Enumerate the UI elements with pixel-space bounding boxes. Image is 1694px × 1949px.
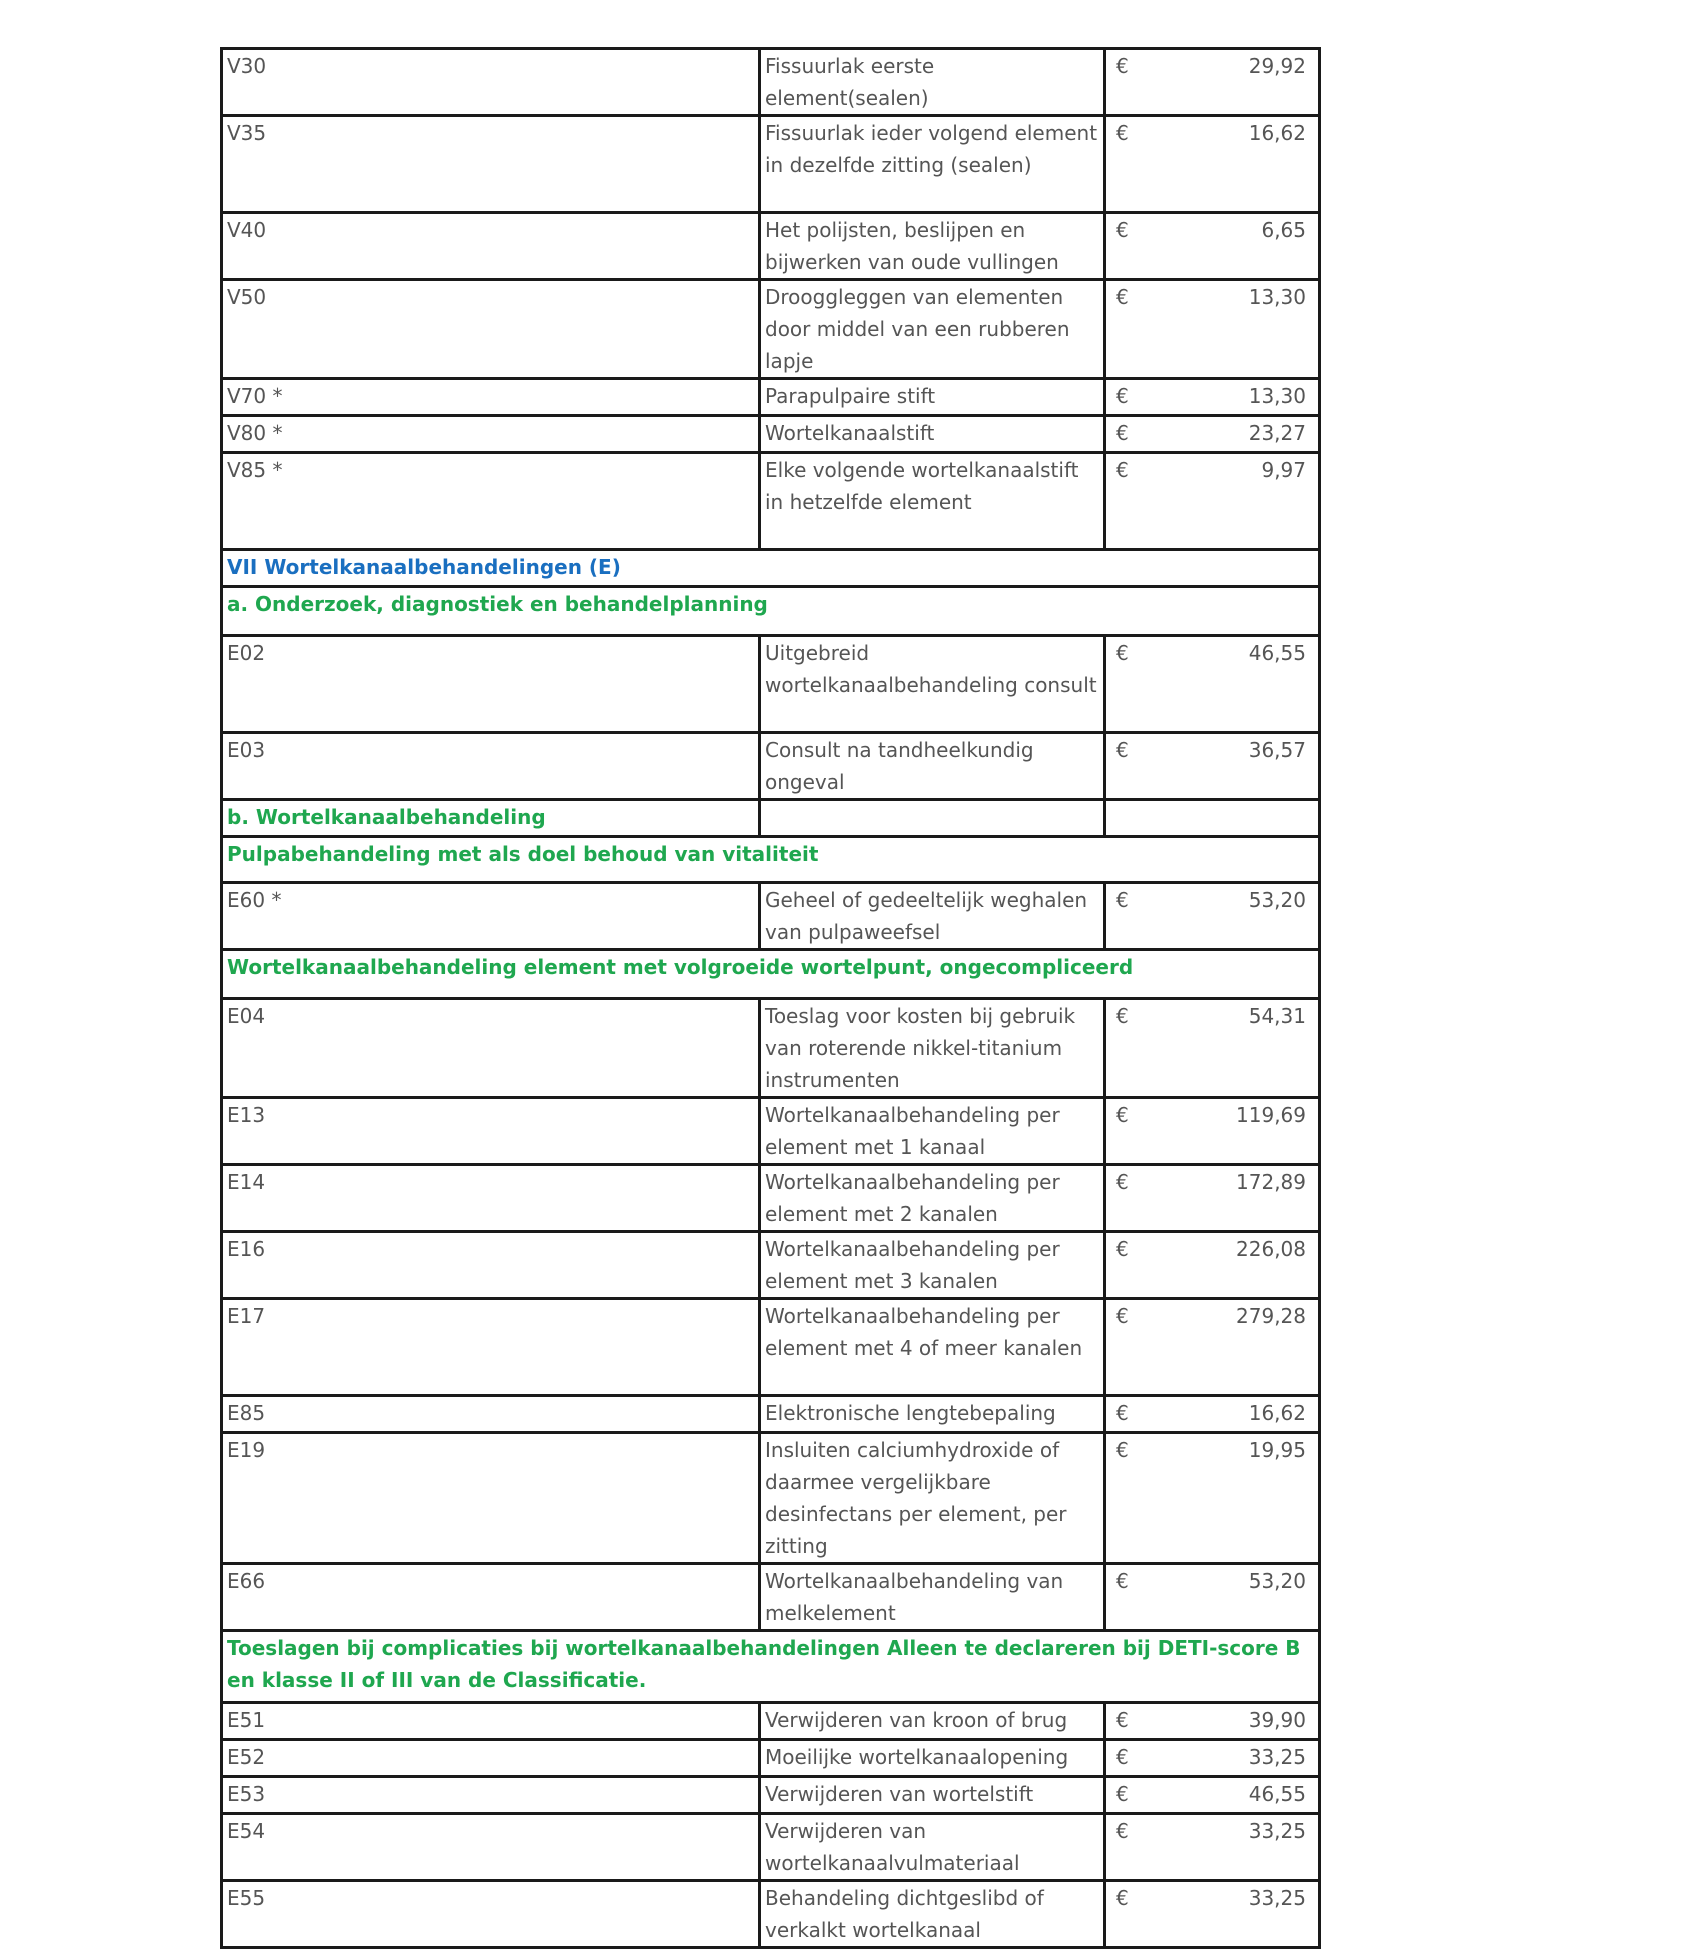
- section-heading: Toeslagen bij complicaties bij wortelkanaalbehandelingen Alleen te declareren bij DETI-score B en klasse II of III van de Classificatie.: [222, 1631, 1320, 1703]
- section-row: [222, 550, 1320, 587]
- currency-symbol: €: [1116, 1782, 1129, 1806]
- price-cell: [1105, 379, 1320, 416]
- description-cell: Parapulpaire stift: [760, 379, 1105, 416]
- code-cell: E66: [222, 1564, 760, 1631]
- price-wrap: [1110, 1233, 1314, 1265]
- section-row: [222, 950, 1320, 999]
- price-amount: 54,31: [1248, 1004, 1306, 1028]
- code-cell: V80 *: [222, 416, 760, 453]
- price-amount: 46,55: [1248, 1782, 1306, 1806]
- description-cell: Toeslag voor kosten bij gebruik van roterende nikkel-titanium instrumenten: [760, 999, 1105, 1098]
- description-cell: Wortelkanaalstift: [760, 416, 1105, 453]
- table-row: [222, 1165, 1320, 1232]
- price-amount: 33,25: [1248, 1886, 1306, 1910]
- price-amount: 23,27: [1248, 421, 1306, 445]
- price-wrap: [1110, 637, 1314, 669]
- price-wrap: [1110, 1434, 1314, 1466]
- table-row: [222, 379, 1320, 416]
- table-row: [222, 1433, 1320, 1564]
- code-cell: E60 *: [222, 883, 760, 950]
- description-cell: Wortelkanaalbehandeling per element met 3 kanalen: [760, 1232, 1105, 1299]
- currency-symbol: €: [1116, 1745, 1129, 1769]
- currency-symbol: €: [1116, 641, 1129, 665]
- table-row: [222, 636, 1320, 733]
- price-amount: 29,92: [1248, 54, 1306, 78]
- price-cell: [1105, 1433, 1320, 1564]
- description-cell: Het polijsten, beslijpen en bijwerken van oude vullingen: [760, 213, 1105, 280]
- price-cell: [1105, 1564, 1320, 1631]
- description-cell: Fissuurlak ieder volgend element in dezelfde zitting (sealen): [760, 116, 1105, 213]
- section-row: [222, 837, 1320, 883]
- code-cell: E51: [222, 1703, 760, 1740]
- code-cell: V85 *: [222, 453, 760, 550]
- code-cell: E16: [222, 1232, 760, 1299]
- currency-symbol: €: [1116, 888, 1129, 912]
- price-wrap: [1110, 454, 1314, 486]
- code-cell: E85: [222, 1396, 760, 1433]
- subsection-row: [222, 800, 1320, 837]
- section-row: [222, 1631, 1320, 1703]
- price-wrap: [1110, 1741, 1314, 1773]
- price-cell: [1105, 416, 1320, 453]
- code-cell: E02: [222, 636, 760, 733]
- price-amount: 53,20: [1248, 1569, 1306, 1593]
- code-cell: V30: [222, 49, 760, 116]
- price-amount: 13,30: [1248, 285, 1306, 309]
- description-cell: Geheel of gedeeltelijk weghalen van pulpaweefsel: [760, 883, 1105, 950]
- price-wrap: [1110, 214, 1314, 246]
- currency-symbol: €: [1116, 1569, 1129, 1593]
- section-heading: VII Wortelkanaalbehandelingen (E): [222, 550, 1320, 587]
- code-cell: E19: [222, 1433, 760, 1564]
- tariff-table: [220, 47, 1321, 1949]
- price-wrap: [1110, 1397, 1314, 1429]
- description-cell: Verwijderen van wortelstift: [760, 1777, 1105, 1814]
- code-cell: V35: [222, 116, 760, 213]
- table-row: [222, 1396, 1320, 1433]
- currency-symbol: €: [1116, 1886, 1129, 1910]
- price-cell: [1105, 733, 1320, 800]
- price-cell: [1105, 1777, 1320, 1814]
- code-cell: V50: [222, 280, 760, 379]
- table-row: [222, 1814, 1320, 1881]
- description-cell: Verwijderen van kroon of brug: [760, 1703, 1105, 1740]
- table-row: [222, 1881, 1320, 1948]
- currency-symbol: €: [1116, 1170, 1129, 1194]
- price-cell: [1105, 883, 1320, 950]
- price-wrap: [1110, 50, 1314, 82]
- description-cell: Drooggleggen van elementen door middel van een rubberen lapje: [760, 280, 1105, 379]
- price-wrap: [1110, 1166, 1314, 1198]
- table-row: [222, 280, 1320, 379]
- code-cell: E52: [222, 1740, 760, 1777]
- code-cell: E17: [222, 1299, 760, 1396]
- table-row: [222, 49, 1320, 116]
- currency-symbol: €: [1116, 1438, 1129, 1462]
- currency-symbol: €: [1116, 1401, 1129, 1425]
- price-wrap: [1110, 281, 1314, 313]
- price-cell: [1105, 1814, 1320, 1881]
- price-amount: 36,57: [1248, 738, 1306, 762]
- code-cell: E13: [222, 1098, 760, 1165]
- description-cell: Elektronische lengtebepaling: [760, 1396, 1105, 1433]
- description-cell: Consult na tandheelkundig ongeval: [760, 733, 1105, 800]
- description-cell: Behandeling dichtgeslibd of verkalkt wortelkanaal: [760, 1881, 1105, 1948]
- currency-symbol: €: [1116, 738, 1129, 762]
- price-wrap: [1110, 734, 1314, 766]
- tariff-table-body: [222, 49, 1320, 1948]
- price-cell: [1105, 49, 1320, 116]
- subsection-heading: b. Wortelkanaalbehandeling: [222, 800, 760, 837]
- price-cell: [1105, 280, 1320, 379]
- price-amount: 46,55: [1248, 641, 1306, 665]
- currency-symbol: €: [1116, 1819, 1129, 1843]
- price-wrap: [1110, 1778, 1314, 1810]
- code-cell: V40: [222, 213, 760, 280]
- description-cell: Insluiten calciumhydroxide of daarmee vergelijkbare desinfectans per element, per zitting: [760, 1433, 1105, 1564]
- currency-symbol: €: [1116, 1237, 1129, 1261]
- price-wrap: [1110, 884, 1314, 916]
- empty-cell: [1105, 800, 1320, 837]
- description-cell: Uitgebreid wortelkanaalbehandeling consult: [760, 636, 1105, 733]
- table-row: [222, 1777, 1320, 1814]
- price-cell: [1105, 1740, 1320, 1777]
- table-row: [222, 1740, 1320, 1777]
- table-row: [222, 1232, 1320, 1299]
- price-wrap: [1110, 1099, 1314, 1131]
- price-cell: [1105, 636, 1320, 733]
- currency-symbol: €: [1116, 458, 1129, 482]
- section-heading: Wortelkanaalbehandeling element met volgroeide wortelpunt, ongecompliceerd: [222, 950, 1320, 999]
- price-amount: 9,97: [1261, 458, 1306, 482]
- price-cell: [1105, 1098, 1320, 1165]
- price-cell: [1105, 1232, 1320, 1299]
- price-amount: 172,89: [1236, 1170, 1306, 1194]
- description-cell: Moeilijke wortelkanaalopening: [760, 1740, 1105, 1777]
- price-cell: [1105, 1396, 1320, 1433]
- price-cell: [1105, 1881, 1320, 1948]
- currency-symbol: €: [1116, 218, 1129, 242]
- price-amount: 19,95: [1248, 1438, 1306, 1462]
- currency-symbol: €: [1116, 1708, 1129, 1732]
- table-row: [222, 1098, 1320, 1165]
- table-row: [222, 116, 1320, 213]
- price-cell: [1105, 1703, 1320, 1740]
- currency-symbol: €: [1116, 1103, 1129, 1127]
- price-amount: 16,62: [1248, 1401, 1306, 1425]
- section-heading: a. Onderzoek, diagnostiek en behandelplanning: [222, 587, 1320, 636]
- currency-symbol: €: [1116, 121, 1129, 145]
- description-cell: Wortelkanaalbehandeling per element met 4 of meer kanalen: [760, 1299, 1105, 1396]
- price-amount: 279,28: [1236, 1304, 1306, 1328]
- table-row: [222, 1703, 1320, 1740]
- price-wrap: [1110, 417, 1314, 449]
- code-cell: E54: [222, 1814, 760, 1881]
- currency-symbol: €: [1116, 1004, 1129, 1028]
- price-amount: 39,90: [1248, 1708, 1306, 1732]
- code-cell: E53: [222, 1777, 760, 1814]
- table-row: [222, 1564, 1320, 1631]
- code-cell: E14: [222, 1165, 760, 1232]
- currency-symbol: €: [1116, 384, 1129, 408]
- price-cell: [1105, 999, 1320, 1098]
- code-cell: E55: [222, 1881, 760, 1948]
- price-amount: 53,20: [1248, 888, 1306, 912]
- section-heading: Pulpabehandeling met als doel behoud van vitaliteit: [222, 837, 1320, 883]
- currency-symbol: €: [1116, 285, 1129, 309]
- description-cell: Wortelkanaalbehandeling per element met 2 kanalen: [760, 1165, 1105, 1232]
- description-cell: Elke volgende wortelkanaalstift in hetzelfde element: [760, 453, 1105, 550]
- price-wrap: [1110, 1000, 1314, 1032]
- price-wrap: [1110, 1565, 1314, 1597]
- code-cell: E03: [222, 733, 760, 800]
- empty-cell: [760, 800, 1105, 837]
- currency-symbol: €: [1116, 1304, 1129, 1328]
- section-row: [222, 587, 1320, 636]
- price-cell: [1105, 1299, 1320, 1396]
- price-cell: [1105, 116, 1320, 213]
- price-wrap: [1110, 1300, 1314, 1332]
- price-amount: 33,25: [1248, 1745, 1306, 1769]
- price-wrap: [1110, 380, 1314, 412]
- table-row: [222, 213, 1320, 280]
- price-amount: 6,65: [1261, 218, 1306, 242]
- description-cell: Verwijderen van wortelkanaalvulmateriaal: [760, 1814, 1105, 1881]
- table-row: [222, 883, 1320, 950]
- price-amount: 119,69: [1236, 1103, 1306, 1127]
- price-amount: 16,62: [1248, 121, 1306, 145]
- price-amount: 13,30: [1248, 384, 1306, 408]
- price-cell: [1105, 1165, 1320, 1232]
- description-cell: Wortelkanaalbehandeling van melkelement: [760, 1564, 1105, 1631]
- price-cell: [1105, 213, 1320, 280]
- table-row: [222, 1299, 1320, 1396]
- currency-symbol: €: [1116, 421, 1129, 445]
- price-amount: 226,08: [1236, 1237, 1306, 1261]
- table-row: [222, 416, 1320, 453]
- price-wrap: [1110, 1815, 1314, 1847]
- table-row: [222, 453, 1320, 550]
- price-wrap: [1110, 1704, 1314, 1736]
- currency-symbol: €: [1116, 54, 1129, 78]
- price-cell: [1105, 453, 1320, 550]
- description-cell: Fissuurlak eerste element(sealen): [760, 49, 1105, 116]
- description-cell: Wortelkanaalbehandeling per element met 1 kanaal: [760, 1098, 1105, 1165]
- code-cell: V70 *: [222, 379, 760, 416]
- table-row: [222, 733, 1320, 800]
- table-row: [222, 999, 1320, 1098]
- price-wrap: [1110, 1882, 1314, 1914]
- price-wrap: [1110, 117, 1314, 149]
- code-cell: E04: [222, 999, 760, 1098]
- price-amount: 33,25: [1248, 1819, 1306, 1843]
